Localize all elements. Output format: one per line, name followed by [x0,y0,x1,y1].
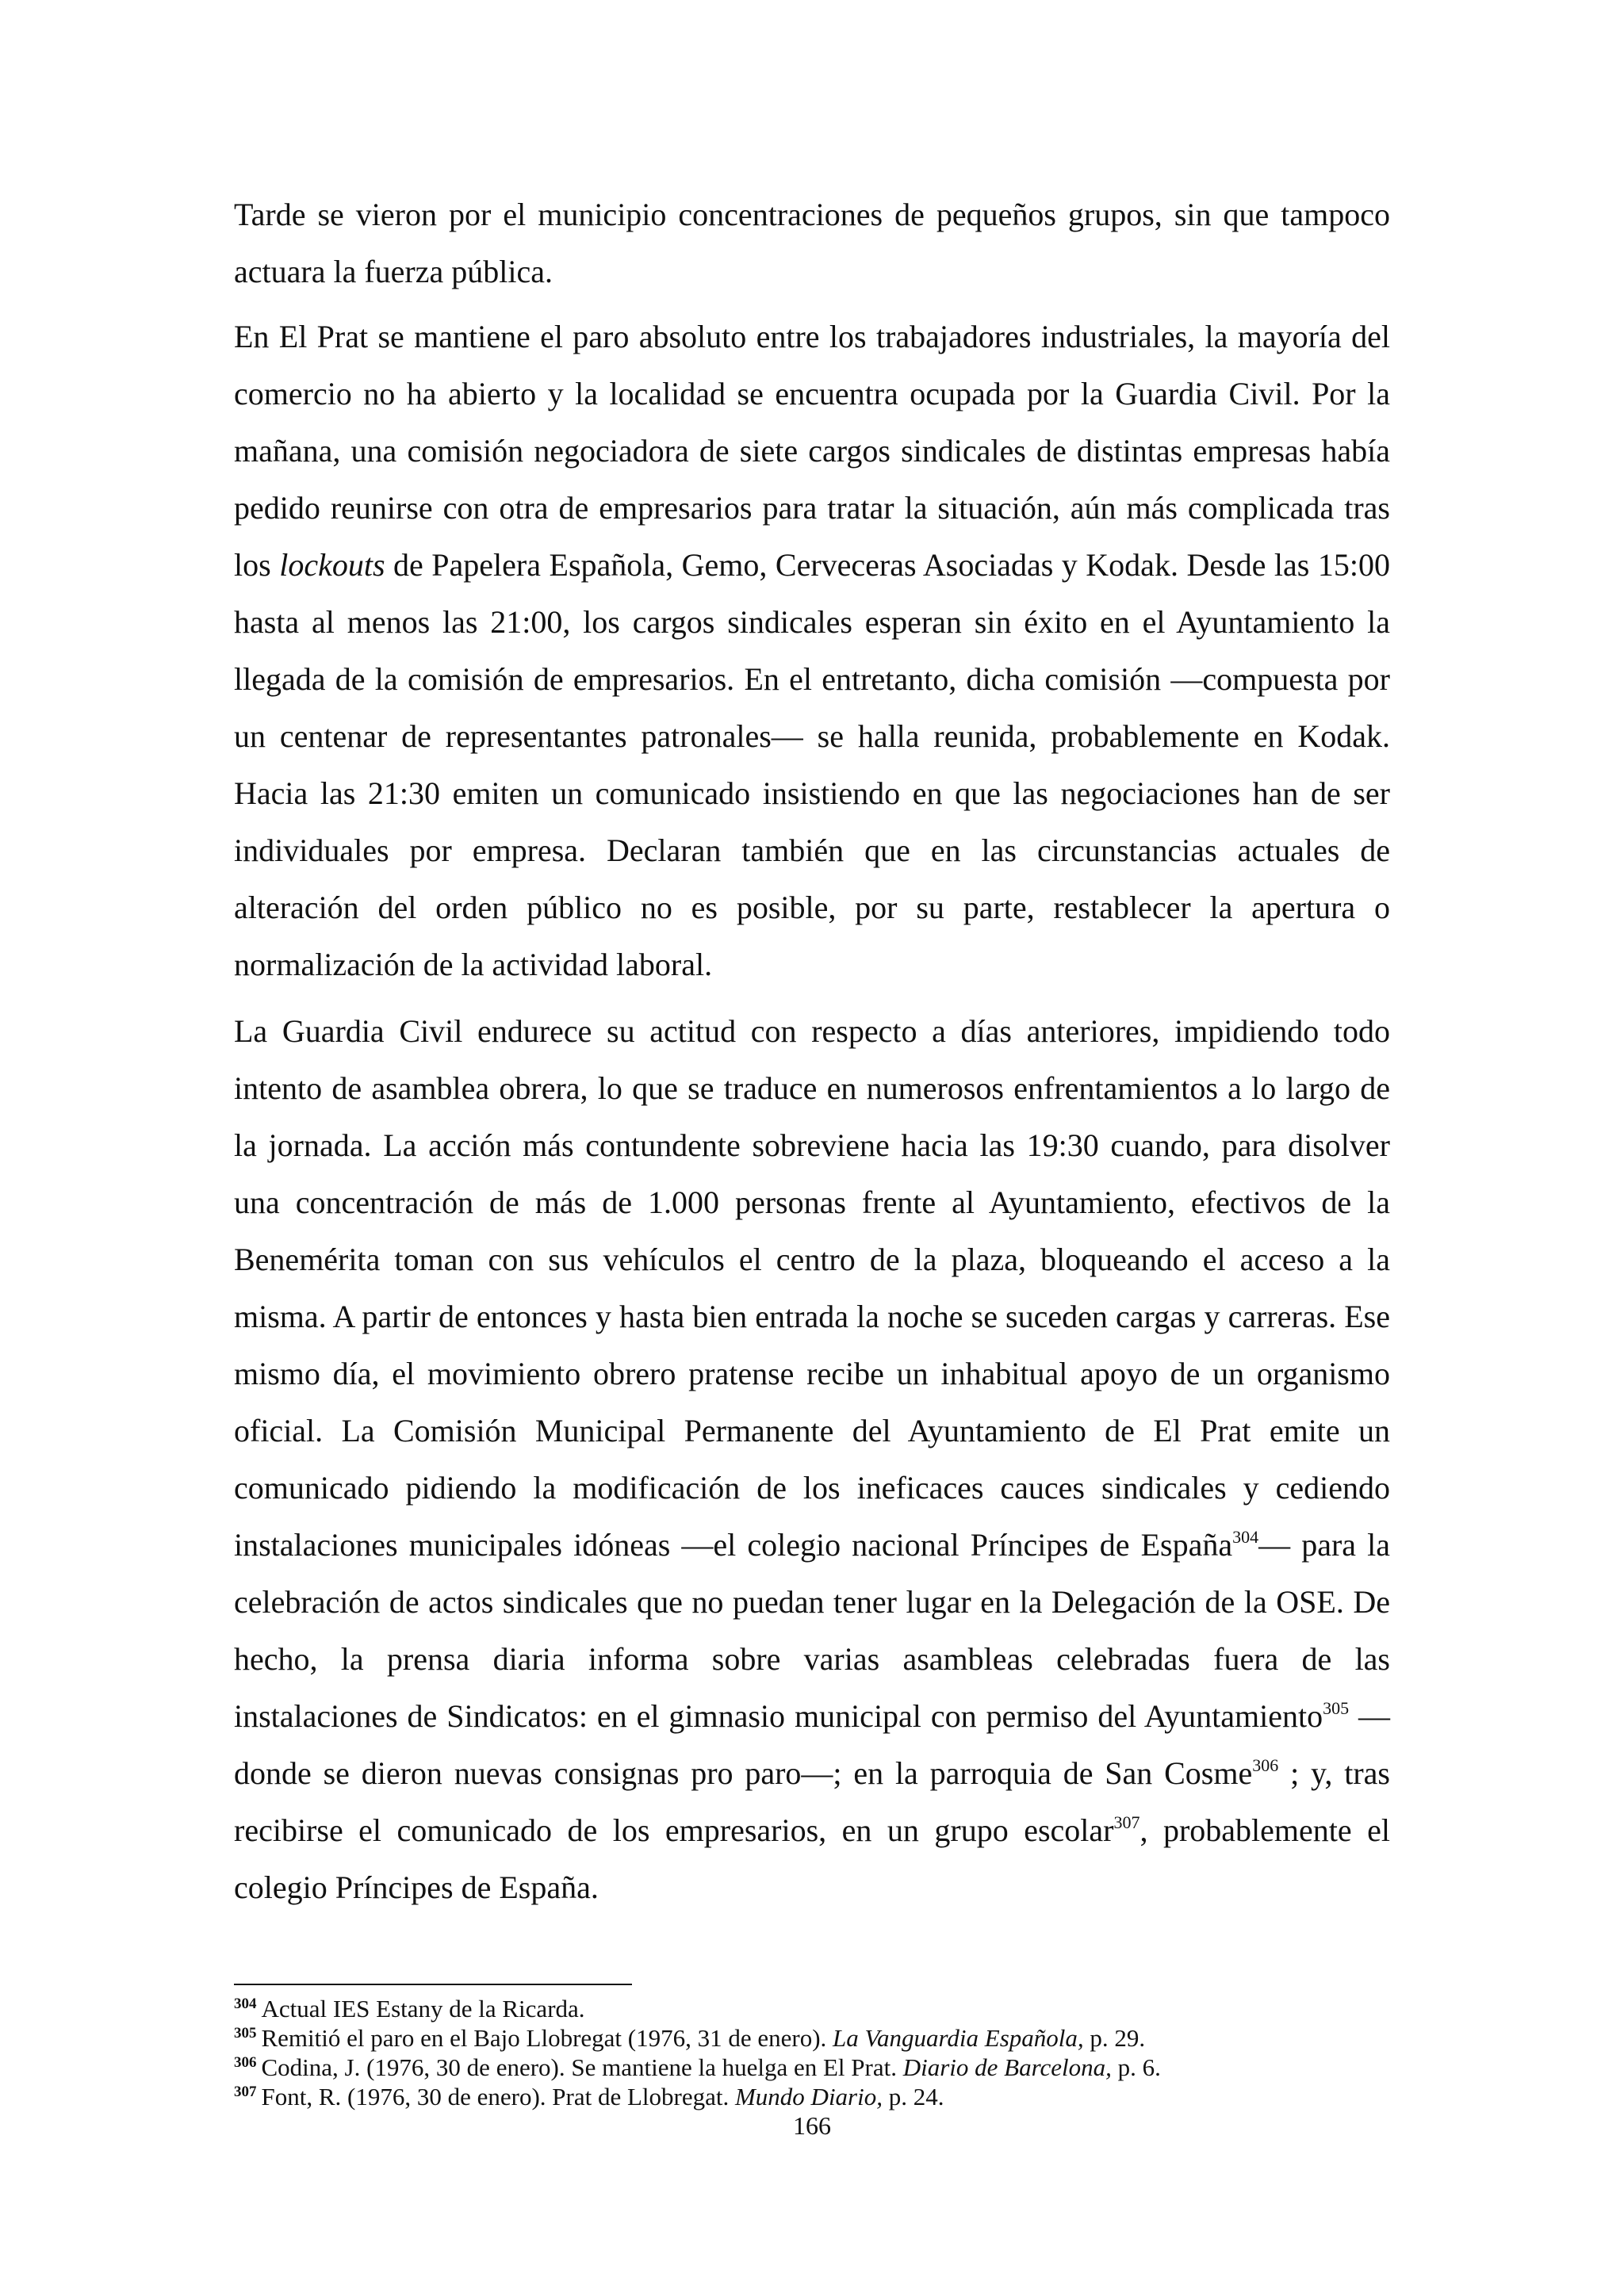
footnote-source-title: Mundo Diario, [734,2083,883,2110]
footnote-306 [234,2053,1390,2082]
footnote-ref-304[interactable]: 304 [1232,1526,1259,1547]
footnote-text: Codina, J. (1976, 30 de enero). Se mantiene la huelga en El Prat. [261,2053,903,2081]
italic-term-lockouts: lockouts [279,547,385,583]
footnote-separator [234,1984,632,1985]
paragraph-text: — para la celebración de actos sindicales que no puedan tener lugar en la Delegación de la OSE. De hecho, la prensa diaria informa sobre varias asambleas celebradas fuera de las instalaciones de Sindicatos: en el gimnasio municipal con permiso del Ayuntamiento [234,1527,1390,1734]
footnote-text: p. 6. [1111,2053,1161,2081]
footnote-source-title: Diario de Barcelona, [902,2053,1112,2081]
footnote-ref-307[interactable]: 307 [1113,1812,1140,1832]
footnote-number: 307 [234,2083,257,2100]
paragraph-2 [234,308,1390,993]
footnotes [234,1994,1390,2111]
footnote-text: p. 29. [1083,2024,1146,2052]
footnote-305 [234,2023,1390,2053]
body-text [234,186,1390,1926]
footnote-text: p. 24. [882,2083,944,2110]
footnote-304 [234,1994,1390,2023]
paragraph-text: Tarde se vieron por el municipio concentraciones de pequeños grupos, sin que tampoco actuara la fuerza pública. [234,197,1390,289]
footnote-text: Actual IES Estany de la Ricarda. [261,1995,585,2022]
paragraph-text: —donde se dieron nuevas consignas pro paro—; en la parroquia de San Cosme [234,1698,1391,1791]
paragraph-text: de Papelera Española, Gemo, Cerveceras Asociadas y Kodak. Desde las 15:00 hasta al menos las 21:00, los cargos sindicales esperan sin éxito en el Ayuntamiento la llegada de la comisión de empresarios. En el entretanto, dicha comisión —compuesta por un centenar de representantes patronales— se halla reunida, probablemente en Kodak. Hacia las 21:30 emiten un comunicado insistiendo en que las negociaciones han de ser individuales por empresa. Declaran también que en las circunstancias actuales de alteración del orden público no es posible, por su parte, restablecer la apertura o normalización de la actividad laboral. [234,547,1390,982]
paragraph-text: , probablemente el colegio Príncipes de España. [234,1812,1390,1905]
paragraph-text: En El Prat se mantiene el paro absoluto entre los trabajadores industriales, la mayoría del comercio no ha abierto y la localidad se encuentra ocupada por la Guardia Civil. Por la mañana, una comisión negociadora de siete cargos sindicales de distintas empresas había pedido reunirse con otra de empresarios para tratar la situación, aún más complicada tras los [234,319,1390,583]
paragraph-text: ; y, tras recibirse el comunicado de los empresarios, en un grupo escolar [234,1755,1390,1848]
page-number: 166 [793,2111,831,2140]
footnote-307 [234,2082,1390,2111]
footnote-text: Remitió el paro en el Bajo Llobregat (1976, 31 de enero). [261,2024,833,2052]
footnote-ref-305[interactable]: 305 [1323,1697,1350,1718]
footnote-ref-306[interactable]: 306 [1252,1755,1279,1775]
paragraph-1 [234,186,1390,300]
paragraph-3 [234,1003,1390,1916]
paragraph-text: La Guardia Civil endurece su actitud con respecto a días anteriores, impidiendo todo intento de asamblea obrera, lo que se traduce en numerosos enfrentamientos a lo largo de la jornada. La acción más contundente sobreviene hacia las 19:30 cuando, para disolver una concentración de más de 1.000 personas frente al Ayuntamiento, efectivos de la Benemérita toman con sus vehículos el centro de la plaza, bloqueando el acceso a la misma. A partir de entonces y hasta bien entrada la noche se suceden cargas y carreras. Ese mismo día, el movimiento obrero pratense recibe un inhabitual apoyo de un organismo oficial. La Comisión Municipal Permanente del Ayuntamiento de El Prat emite un comunicado pidiendo la modificación de los ineficaces cauces sindicales y cediendo instalaciones municipales idóneas —el colegio nacional Príncipes de España [234,1013,1390,1563]
footnote-number: 305 [234,2024,257,2042]
footnote-number: 306 [234,2053,257,2071]
footnote-number: 304 [234,1995,257,2012]
footnote-source-title: La Vanguardia Española, [833,2024,1084,2052]
footnote-text: Font, R. (1976, 30 de enero). Prat de Llobregat. [261,2083,735,2110]
